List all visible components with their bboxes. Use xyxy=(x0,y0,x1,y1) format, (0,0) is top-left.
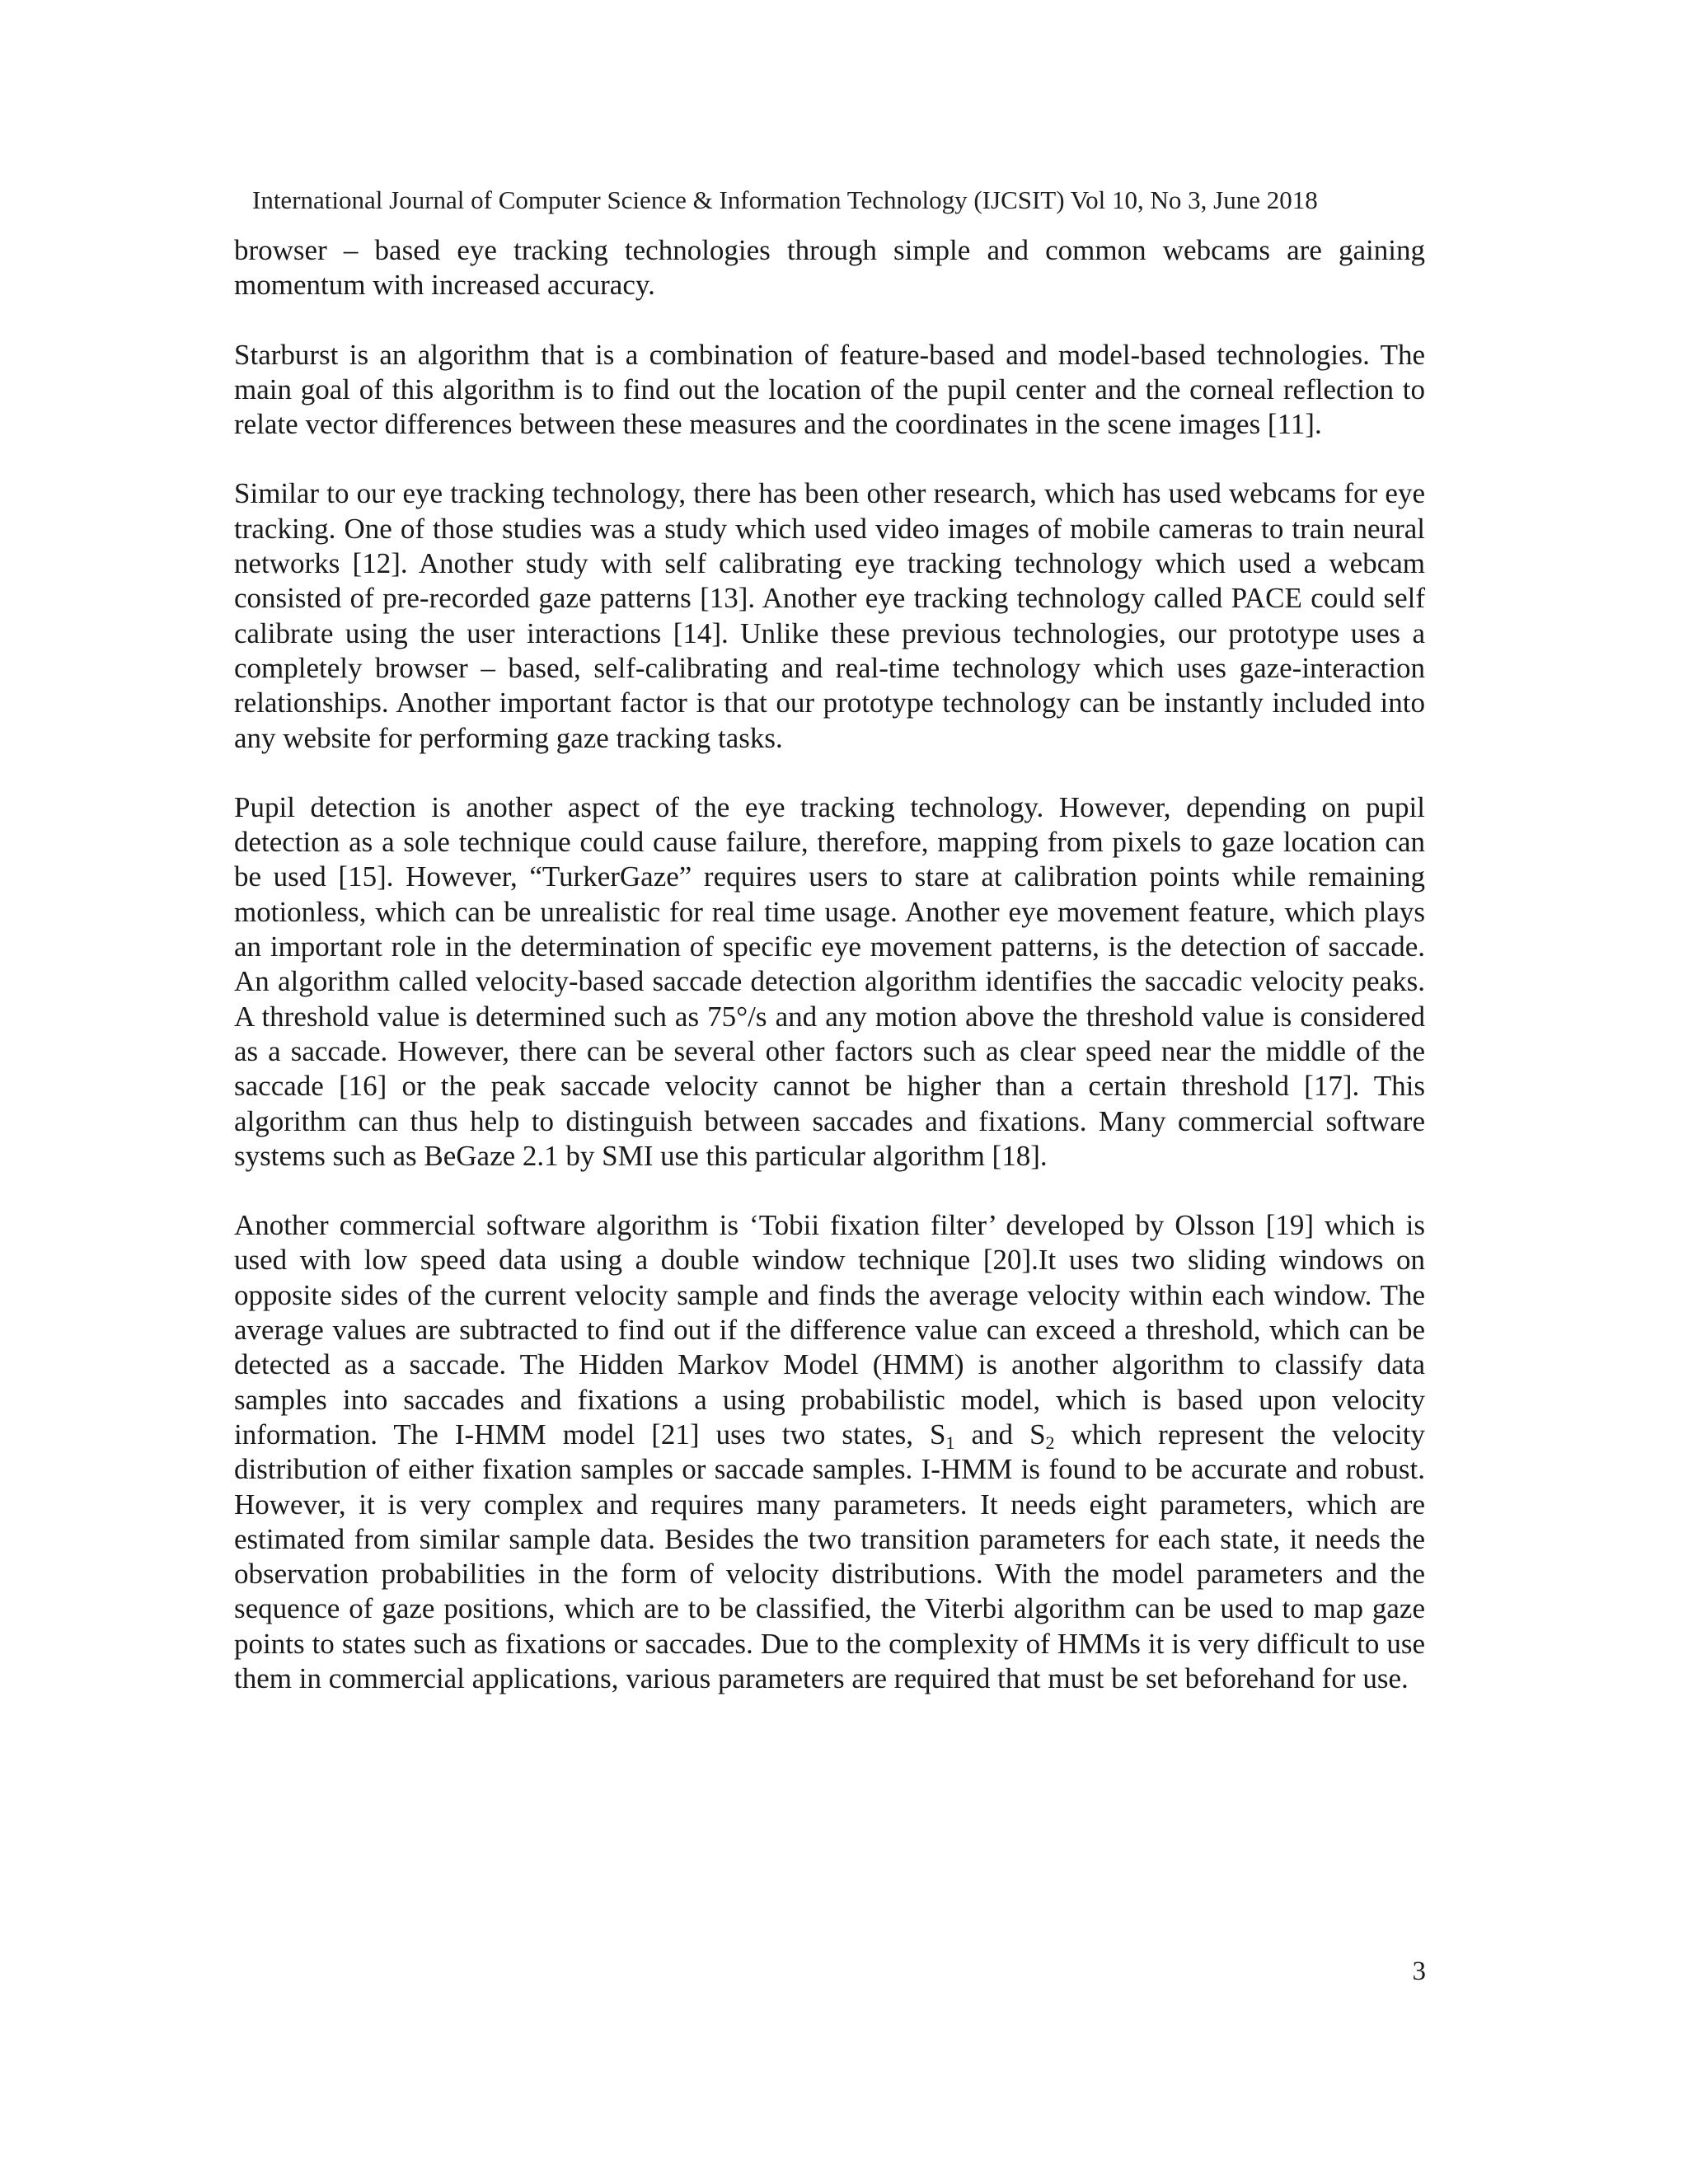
text-run: and xyxy=(954,1418,1030,1451)
text-run: which represent the velocity distribution of either fixation samples or saccade samples. I-HMM is found to be accurate and robust. However, it is very complex and requires many parameters. It needs eight parameters, which are estimated from similar sample data. Besides the two transition parameters for each state, it needs the observation probabilities in the form of velocity distributions. With the model parameters and the sequence of gaze positions, which are to be classified, the Viterbi algorithm can be used to map gaze points to states such as fixations or saccades. Due to the complexity of HMMs it is very difficult to use them in commercial applications, various parameters are required that must be set beforehand for use. xyxy=(234,1418,1425,1694)
state-s2: $S_2$ xyxy=(1029,1418,1055,1453)
paragraph-starburst: Starburst is an algorithm that is a combination of feature-based and model-based technologies. The main goal of this algorithm is to find out the location of the pupil center and the corneal reflection to relate vector differences between these measures and the coordinates in the scene images [11]. xyxy=(234,338,1425,441)
paragraph-pupil-detection: Pupil detection is another aspect of the eye tracking technology. However, depending on pupil detection as a sole technique could cause failure, therefore, mapping from pixels to gaze location can be used [15]. However, “TurkerGaze” requires users to stare at calibration points while remaining motionless, which can be unrealistic for real time usage. Another eye movement feature, which plays an important role in the determination of specific eye movement patterns, is the detection of saccade. An algorithm called velocity-based saccade detection algorithm identifies the saccadic velocity peaks. A threshold value is determined such as 75°/s and any motion above the threshold value is considered as a saccade. However, there can be several other factors such as clear speed near the middle of the saccade [16] or the peak saccade velocity cannot be higher than a certain threshold [17]. This algorithm can thus help to distinguish between saccades and fixations. Many commercial software systems such as BeGaze 2.1 by SMI use this particular algorithm [18]. xyxy=(234,790,1425,1172)
paragraph-tobii-hmm xyxy=(234,1208,1425,1696)
paragraph-webcam-browser: browser – based eye tracking technologies through simple and common webcams are gaining momentum with increased accuracy. xyxy=(234,234,1425,302)
paragraph-related-webcam-research: Similar to our eye tracking technology, there has been other research, which has used webcams for eye tracking. One of those studies was a study which used video images of mobile cameras to train neural networks [12]. Another study with self calibrating eye tracking technology which used a webcam consisted of pre-recorded gaze patterns [13]. Another eye tracking technology called PACE could self calibrate using the user interactions [14]. Unlike these previous technologies, our prototype uses a completely browser – based, self-calibrating and real-time technology which uses gaze-interaction relationships. Another important factor is that our prototype technology can be instantly included into any website for performing gaze tracking tasks. xyxy=(234,477,1425,754)
body-text xyxy=(234,233,1425,1696)
running-header: International Journal of Computer Science & Information Technology (IJCSIT) Vol 10, No 3, June 2018 xyxy=(252,185,1318,214)
state-s1: $S_1$ xyxy=(929,1418,955,1453)
text-run: Another commercial software algorithm is ‘Tobii fixation filter’ developed by Olsson [19] which is used with low speed data using a double window technique [20].It uses two sliding windows on opposite sides of the current velocity sample and finds the average velocity within each window. The average values are subtracted to find out if the difference value can exceed a threshold, which can be detected as a saccade. The Hidden Markov Model (HMM) is another algorithm to classify data samples into saccades and fixations a using probabilistic model, which is based upon velocity information. The I-HMM model [21] uses two states, xyxy=(234,1209,1425,1451)
page-number: 3 xyxy=(1412,1957,1426,1986)
